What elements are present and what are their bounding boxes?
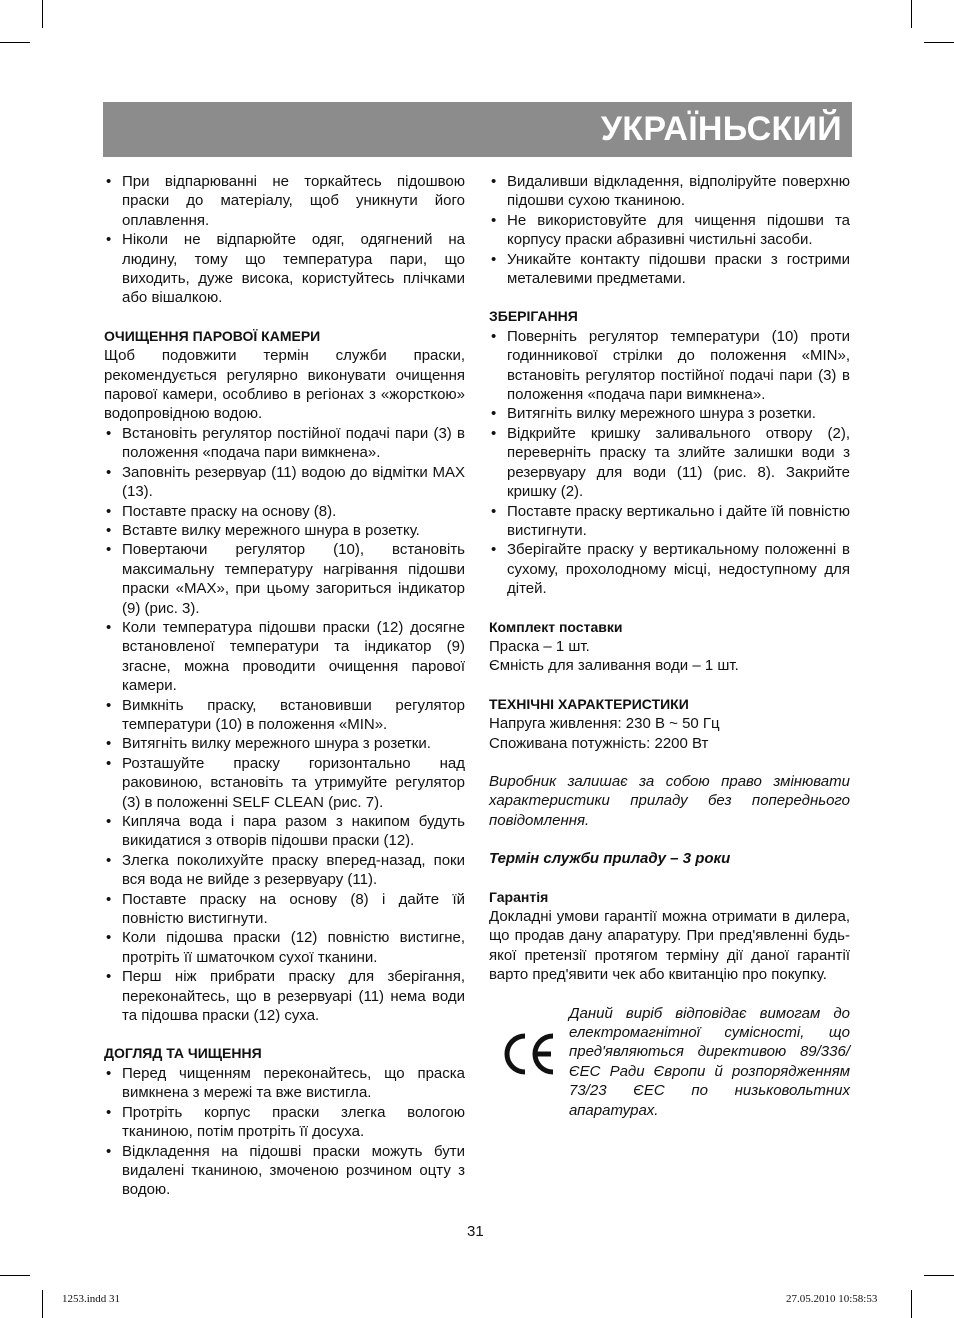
section-heading-care: ДОГЛЯД ТА ЧИЩЕННЯ xyxy=(104,1045,262,1062)
list-item: • Вимкніть праску, встановивши регулятор температури (10) в положення «MIN». xyxy=(106,696,465,733)
crop-mark xyxy=(924,1275,954,1276)
footer-file-info: 1253.indd 31 xyxy=(62,1293,121,1305)
storage-list xyxy=(489,327,850,599)
package-line: Ємність для заливання води – 1 шт. xyxy=(489,657,739,675)
section-heading-steam-cleaning: ОЧИЩЕННЯ ПАРОВОЇ КАМЕРИ xyxy=(104,327,321,344)
footer-date-info: 27.05.2010 10:58:53 xyxy=(786,1293,878,1305)
list-item: • Розташуйте праску горизонтально над раковиною, встановіть та утримуйте регулятор (3) в положенні SELF CLEAN (рис. 7). xyxy=(106,754,465,811)
section-heading-package: Комплект поставки xyxy=(489,618,623,635)
disclaimer-text: Виробник залишає за собою право змінювати характеристики приладу без попереднього повідомлення. xyxy=(489,772,850,829)
steam-cleaning-intro: Щоб подовжити термін служби праски, рекомендується регулярно виконувати очищення парової камери, особливо в регіонах з «жорсткою» водопровідною водою. xyxy=(104,347,465,423)
list-item: • Вставте вилку мережного шнура в розетку. xyxy=(106,521,420,539)
warranty-text: Докладні умови гарантії можна отримати в дилера, що продав дану апаратуру. При пред'явленні будь-якої претензії протягом терміну дії даної гарантії варто пред'явити чек або квитанцію про покупку. xyxy=(489,908,850,984)
intro-bullet-list xyxy=(104,172,465,308)
page-title: УКРАЇНЬСКИЙ xyxy=(600,110,842,148)
list-item: • При відпарюванні не торкайтесь підошвою праски до матеріалу, щоб уникнути його оплавлення. xyxy=(106,173,465,229)
crop-mark xyxy=(42,0,43,28)
list-item: • Перш ніж прибрати праску для зберігання, переконайтесь, що в резервуарі (11) нема води та підошва праски (12) суха. xyxy=(106,968,465,1025)
list-item: • Злегка поколихуйте праску вперед-назад, поки вся вода не вийде з резервуару (11). xyxy=(106,851,465,889)
service-life-text: Термін служби приладу – 3 роки xyxy=(489,850,731,868)
list-item: • Ніколи не відпарюйте одяг, одягнений на людину, тому що температура пари, що виходить, дуже висока, користуйтесь плічками або вішалкою. xyxy=(106,231,465,307)
crop-mark xyxy=(42,1290,43,1318)
steam-cleaning-list xyxy=(104,424,465,1026)
list-item: • Уникайте контакту підошви праски з гострими металевими предметами. xyxy=(491,250,850,288)
spec-line: Споживана потужність: 2200 Вт xyxy=(489,734,709,752)
list-item: • Заповніть резервуар (11) водою до відмітки MAX (13). xyxy=(106,463,465,501)
list-item: • Не використовуйте для чищення підошви та корпусу праски абразивні чистильні засоби. xyxy=(491,211,850,249)
list-item: • Відкрийте кришку заливального отвору (2), переверніть праску та злийте залишки води з резервуару для води (11) (рис. 8). Закрийте кришку (2). xyxy=(491,424,850,501)
list-item: • Поставте праску на основу (8) і дайте їй повністю вистигнути. xyxy=(106,890,465,928)
list-item: • Відкладення на підошві праски можуть бути видалені тканиною, змоченою розчином оцту з водою. xyxy=(106,1142,465,1199)
list-item: • Перед чищенням переконайтесь, що праска вимкнена з мережі та вже вистигла. xyxy=(106,1064,465,1102)
ce-mark-icon xyxy=(503,1032,559,1076)
page-number: 31 xyxy=(467,1223,484,1240)
list-item: • Протріть корпус праски злегка вологою тканиною, потім протріть її досуха. xyxy=(106,1103,465,1141)
section-heading-specs: ТЕХНІЧНІ ХАРАКТЕРИСТИКИ xyxy=(489,695,689,712)
crop-mark xyxy=(911,0,912,28)
list-item: • Поверніть регулятор температури (10) проти годинникової стрілки до положення «MIN», встановіть регулятор постійної подачі пари (3) в положення «подача пари вимкнена». xyxy=(491,327,850,404)
crop-mark xyxy=(911,1290,912,1318)
ce-compliance-block xyxy=(489,1004,850,1122)
care-list xyxy=(104,1064,465,1200)
list-item: • Зберігайте праску у вертикальному положенні в сухому, прохолодному місці, недоступному для дітей. xyxy=(491,541,850,598)
list-item: • Повертаючи регулятор (10), встановіть максимальну температуру нагрівання підошви праски «MAX», при цьому загориться індикатор (9) (рис. 3). xyxy=(106,541,465,617)
section-heading-storage: ЗБЕРІГАННЯ xyxy=(489,308,578,325)
language-banner xyxy=(103,102,852,157)
package-line: Праска – 1 шт. xyxy=(489,637,590,655)
list-item: • Поставте праску на основу (8). xyxy=(106,502,337,520)
crop-mark xyxy=(0,42,30,43)
section-heading-warranty: Гарантія xyxy=(489,888,549,905)
crop-mark xyxy=(0,1275,30,1276)
ce-compliance-text: Даний виріб відповідає вимогам до електромагнітної сумісності, що пред'являються директивою 89/336/ЄЕС Ради Європи й розпорядженням 73/23 ЄЕС по низьковольтних апаратурах. xyxy=(569,1004,850,1119)
list-item: • Поставте праску вертикально і дайте їй повністю вистигнути. xyxy=(491,502,850,539)
list-item: • Коли температура підошви праски (12) досягне встановленої температури та індикатор (9) згасне, можна проводити очищення парової камери. xyxy=(106,618,465,695)
list-item: • Видаливши відкладення, відполіруйте поверхню підошви сухою тканиною. xyxy=(491,173,850,210)
crop-mark xyxy=(924,42,954,43)
spec-line: Напруга живлення: 230 В ~ 50 Гц xyxy=(489,715,720,733)
list-item: • Коли підошва праски (12) повністю вистигне, протріть її шматочком сухої тканини. xyxy=(106,929,465,966)
left-column xyxy=(104,172,465,1200)
list-item: • Витягніть вилку мережного шнура з розетки. xyxy=(491,405,816,423)
list-item: • Встановіть регулятор постійної подачі пари (3) в положення «подача пари вимкнена». xyxy=(106,424,465,462)
care-list-continued xyxy=(489,172,850,288)
list-item: • Кипляча вода і пара разом з накипом будуть викидатися з отворів підошви праски (12). xyxy=(106,813,465,850)
list-item: • Витягніть вилку мережного шнура з розетки. xyxy=(106,735,431,753)
right-column xyxy=(489,172,850,1122)
